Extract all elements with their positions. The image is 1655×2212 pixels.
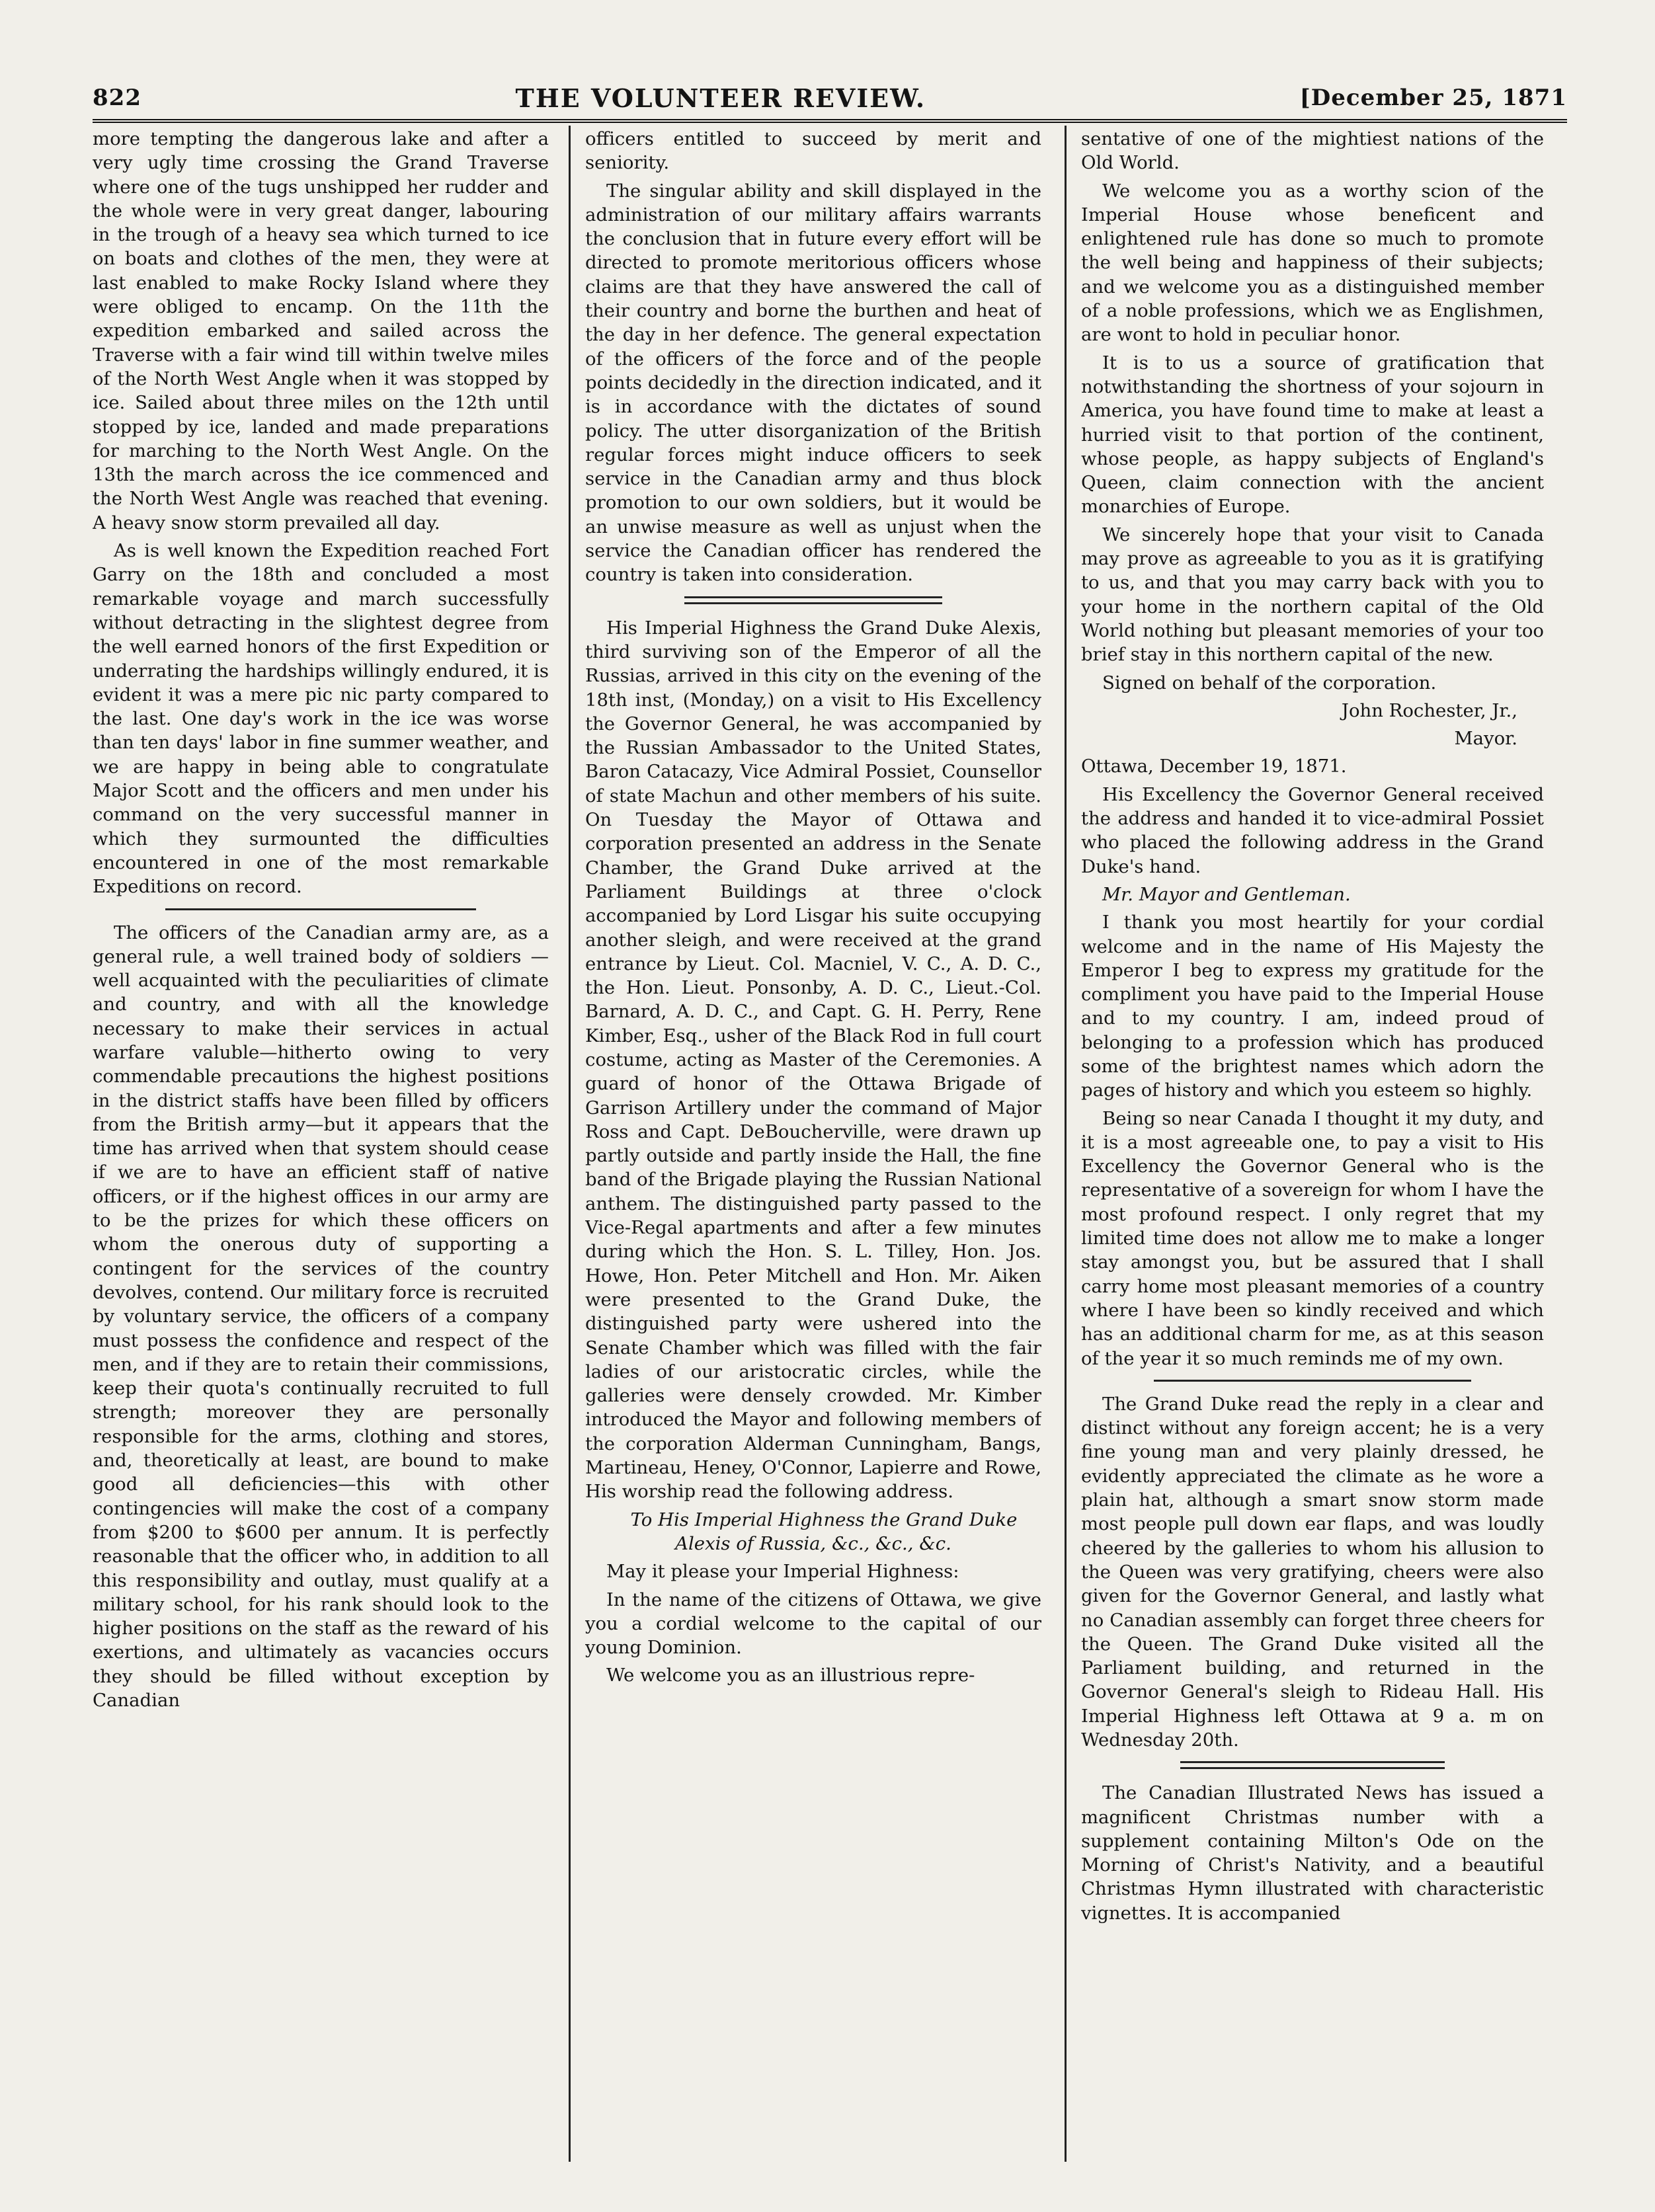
paragraph: It is to us a source of gratification that notwithstanding the shortness of your sojourn in America, you have found time to make at least a hurried visit to that portion of the continent, whose people, as happy subjects of England's Queen, claim connection with the ancient monarchies of Europe. [1081, 352, 1544, 518]
article-separator [684, 596, 942, 604]
address-heading: To His Imperial Highness the Grand Duke Alexis of Russia, &c., &c., &c. [630, 1509, 1018, 1554]
paragraph: We welcome you as a worthy scion of the Imperial House whose beneficent and enlightened rule has done so much to promote the well being and happiness of their subjects; and we welcome you as a distinguished member of a noble professions, which we as Englishmen, are wont to hold in peculiar honor. [1081, 180, 1544, 346]
signer-title: Mayor. [1454, 728, 1517, 750]
article-separator [165, 908, 476, 910]
salutation: Mr. Mayor and Gentleman. [1102, 883, 1351, 905]
article-separator [1180, 1761, 1445, 1769]
paragraph: May it please your Imperial Highness: [606, 1561, 959, 1583]
paragraph: The officers of the Canadian army are, as a general rule, a well trained body of soldiers —well acquainted with the peculiarities of climate and country, and with all the knowledge necessary to make their services in actual warfare valuble—hitherto owing to very commendable precautions the highest positions in the district staffs have been filled by officers from the British army—but it appears that the time has arrived when that system should cease if we are to have an efficient staff of native officers, or if the highest offices in our army are to be the prizes for which these officers on whom the onerous duty of supporting a contingent for the services of the country devolves, contend. Our military force is recruited by voluntary service, the officers of a company must possess the confidence and respect of the men, and if they are to retain their commissions, keep their quota's continually recruited to full strength; moreover they are personally responsible for the arms, clothing and stores, and, theoretically at least, are bound to make good all deficiencies—this with other contingencies will make the cost of a company from $200 to $600 per annum. It is perfectly reasonable that the officer who, in addition to all this responsibility and outlay, must qualify at a military school, for his rank should look to the higher positions on the staff as the reward of his exertions, and ultimately as vacancies occurs they should be filled without exception by Canadian [93, 922, 549, 1711]
paragraph: The Canadian Illustrated News has issued a magnificent Christmas number with a supplement containing Milton's Ode on the Morning of Christ's Nativity, and a beautiful Christmas Hymn illustrated with characteristic vignettes. It is accompanied [1081, 1782, 1544, 1924]
paragraph: His Excellency the Governor General received the address and handed it to vice-admiral Possiet who placed the following address in the Grand Duke's hand. [1081, 783, 1544, 877]
header-rule [93, 119, 1567, 123]
paragraph: We sincerely hope that your visit to Canada may prove as agreeable to you as it is gratifying to us, and that you may carry back with you to your home in the northern capital of the Old World nothing but pleasant memories of your too brief stay in this northern capital of the new. [1081, 524, 1544, 666]
column-rule-1 [569, 126, 571, 2162]
paragraph: We welcome you as an illustrious repre- [606, 1665, 975, 1686]
paragraph: The Grand Duke read the reply in a clear and distinct without any foreign accent; he is a very fine young man and very plainly dressed, he evidently appreciated the climate as he wore a plain hat, although a smart snow storm made most people pull down ear flaps, and was loudly cheered by the galleries to whom his allusion to the Queen was very gratifying, cheers were also given for the Governor General, and lastly what no Canadian assembly can forget three cheers for the Queen. The Grand Duke visited all the Parliament building, and returned in the Governor General's sleigh to Rideau Hall. His Imperial Highness left Ottawa at 9 a. m on Wednesday 20th. [1081, 1393, 1544, 1751]
publication-title: THE VOLUNTEER REVIEW. [515, 83, 926, 113]
paragraph: Being so near Canada I thought it my duty, and it is a most agreeable one, to pay a visit to His Excellency the Governor General who is the representative of a sovereign for whom I have the most profound respect. I only regret that my limited time does not allow me to make a longer stay amongst you, but be assured that I shall carry home most pleasant memories of a country where I have been so kindly received and which has an additional charm for me, as at this season of the year it so much reminds me of my own. [1081, 1107, 1544, 1369]
column-1 [93, 127, 549, 2163]
paragraph: As is well known the Expedition reached Fort Garry on the 18th and concluded a most remarkable voyage and march successfully without detracting in the slightest degree from the well earned honors of the first Expedition or underrating the hardships willingly endured, it is evident it was a mere pic nic party compared to the last. One day's work in the ice was worse than ten days' labor in fine summer weather, and we are happy in being able to congratulate Major Scott and the officers and men under his command on the very successful manner in which they surmounted the difficulties encountered in one of the most remarkable Expeditions on record. [93, 540, 549, 898]
signer-name: John Rochester, Jr., [1341, 699, 1517, 721]
article-separator [1154, 1380, 1471, 1382]
paragraph: His Imperial Highness the Grand Duke Alexis, third surviving son of the Emperor of all the Russias, arrived in this city on the evening of the 18th inst, (Monday,) on a visit to His Excellency the Governor General, he was accompanied by the Russian Ambassador to the United States, Baron Catacazy, Vice Admiral Possiet, Counsellor of state Machun and other members of his suite. On Tuesday the Mayor of Ottawa and corporation presented an address in the Senate Chamber, the Grand Duke arrived at the Parliament Buildings at three o'clock accompanied by Lord Lisgar his suite occupying another sleigh, and were received at the grand entrance by Lieut. Col. Macniel, V. C., A. D. C., the Hon. Lieut. Ponsonby, A. D. C., Lieut.-Col. Barnard, A. D. C., and Capt. G. H. Perry, Rene Kimber, Esq., usher of the Black Rod in full court costume, acting as Master of the Ceremonies. A guard of honor of the Ottawa Brigade of Garrison Artillery under the command of Major Ross and Capt. DeBoucherville, were drawn up partly outside and partly inside the Hall, the fine band of the Brigade playing the Russian National anthem. The distinguished party passed to the Vice-Regal apartments and after a few minutes during which the Hon. S. L. Tilley, Hon. Jos. Howe, Hon. Peter Mitchell and Hon. Mr. Aiken were presented to the Grand Duke, the distinguished party were ushered into the Senate Chamber which was filled with the fair ladies of our aristocratic circles, while the galleries were densely crowded. Mr. Kimber introduced the Mayor and following members of the corporation Alderman Cunningham, Bangs, Martineau, Heney, O'Connor, Lapierre and Rowe, His worship read the following address. [585, 617, 1041, 1503]
paragraph: officers entitled to succeed by merit and seniority. [585, 128, 1041, 174]
dateline: Ottawa, December 19, 1871. [1081, 756, 1347, 777]
page-header [93, 78, 1567, 118]
paragraph: more tempting the dangerous lake and after a very ugly time crossing the Grand Traverse where one of the tugs unshipped her rudder and the whole were in very great danger, labouring in the trough of a heavy sea which turned to ice on boats and clothes of the men, they were at last enabled to make Rocky Island where they were obliged to encamp. On the 11th the expedition embarked and sailed across the Traverse with a fair wind till within twelve miles of the North West Angle when it was stopped by ice. Sailed about three miles on the 12th until stopped by ice, landed and made preparations for marching to the North West Angle. On the 13th the march across the ice commenced and the North West Angle was reached that evening. A heavy snow storm prevailed all day. [93, 128, 549, 533]
paragraph: sentative of one of the mightiest nations of the Old World. [1081, 128, 1544, 174]
signed-line: Signed on behalf of the corporation. [1102, 672, 1437, 693]
paragraph: The singular ability and skill displayed in the administration of our military affairs warrants the conclusion that in future every effort will be directed to promote meritorious officers whose claims are that they have answered the call of their country and borne the burthen and heat of the day in her defence. The general expectation of the officers of the force and of the people points decidedly in the direction indicated, and it is in accordance with the dictates of sound policy. The utter disorganization of the British regular forces might induce officers to seek service in the Canadian army and thus block promotion to our own soldiers, but it would be an unwise measure as well as unjust when the service the Canadian officer has rendered the country is taken into consideration. [585, 180, 1041, 586]
page-number: 822 [93, 85, 141, 111]
paragraph: In the name of the citizens of Ottawa, we give you a cordial welcome to the capital of our young Dominion. [585, 1589, 1041, 1659]
issue-date: [December 25, 1871 [1299, 85, 1567, 111]
column-3 [1081, 127, 1544, 2163]
column-rule-2 [1065, 126, 1067, 2162]
column-2 [585, 127, 1041, 2163]
paragraph: I thank you most heartily for your cordial welcome and in the name of His Majesty the Emperor I beg to express my gratitude for the compliment you have paid to the Imperial House and to my country. I am, indeed proud of belonging to a profession which has produced some of the brightest names which adorn the pages of history and which you esteem so highly. [1081, 912, 1544, 1101]
